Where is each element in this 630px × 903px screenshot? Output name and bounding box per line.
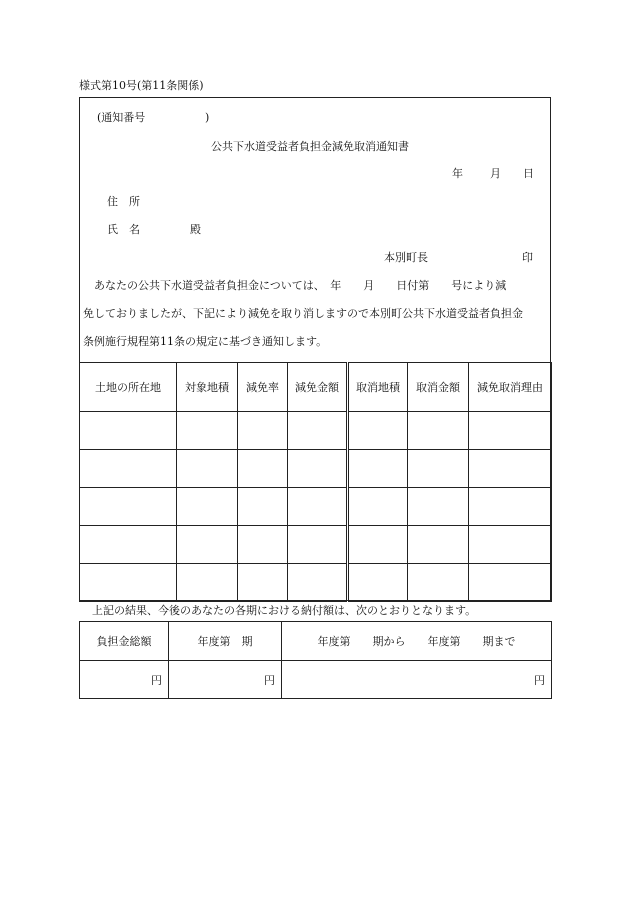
- payment-header-row: [80, 622, 552, 661]
- table-cell[interactable]: [288, 412, 348, 450]
- date-month: 月: [490, 167, 501, 180]
- period-range-label: 年度第 期から 年度第 期まで: [282, 622, 552, 661]
- table-cell[interactable]: [469, 488, 552, 526]
- total-yen-unit: 円: [80, 661, 169, 699]
- land-table-header-row: [80, 363, 552, 412]
- table-cell[interactable]: [177, 564, 238, 602]
- period-label: 年度第 期: [169, 622, 282, 661]
- payment-value-row: [80, 661, 552, 699]
- table-cell[interactable]: [288, 526, 348, 564]
- table-cell[interactable]: [348, 450, 408, 488]
- header-cancel-area: 取消地積: [348, 363, 408, 412]
- header-cancel-reason: 減免取消理由: [469, 363, 552, 412]
- table-cell[interactable]: [288, 450, 348, 488]
- date-day: 日: [523, 167, 534, 180]
- period-yen-unit: 円: [169, 661, 282, 699]
- header-reduction-rate: 減免率: [238, 363, 288, 412]
- table-cell[interactable]: [469, 526, 552, 564]
- header-land-location: 土地の所在地: [80, 363, 177, 412]
- table-cell[interactable]: [348, 526, 408, 564]
- table-cell[interactable]: [469, 450, 552, 488]
- table-cell[interactable]: [238, 526, 288, 564]
- seal-mark: 印: [522, 251, 533, 264]
- payment-table: [79, 621, 552, 699]
- total-burden-label: 負担金総額: [80, 622, 169, 661]
- table-cell[interactable]: [408, 488, 469, 526]
- table-cell[interactable]: [80, 488, 177, 526]
- table-cell[interactable]: [288, 488, 348, 526]
- body-line-2: 免しておりましたが、下記により減免を取り消しますので本別町公共下水道受益者負担金: [83, 307, 523, 320]
- table-cell[interactable]: [408, 450, 469, 488]
- table-cell[interactable]: [238, 564, 288, 602]
- table-cell[interactable]: [408, 564, 469, 602]
- body-line-1: あなたの公共下水道受益者負担金については、 年 月 日付第 号により減: [94, 279, 507, 292]
- table-cell[interactable]: [348, 412, 408, 450]
- table-cell[interactable]: [177, 412, 238, 450]
- table-cell[interactable]: [80, 564, 177, 602]
- table-row: [80, 488, 552, 526]
- table-cell[interactable]: [408, 526, 469, 564]
- issuer-name: 本別町長: [384, 251, 428, 264]
- notice-number-close: ): [205, 111, 210, 124]
- table-cell[interactable]: [408, 412, 469, 450]
- result-statement: 上記の結果、今後のあなたの各期における納付額は、次のとおりとなります。: [92, 604, 477, 617]
- header-target-area: 対象地積: [177, 363, 238, 412]
- table-cell[interactable]: [348, 488, 408, 526]
- table-cell[interactable]: [177, 526, 238, 564]
- table-cell[interactable]: [80, 412, 177, 450]
- table-cell[interactable]: [238, 412, 288, 450]
- table-cell[interactable]: [80, 526, 177, 564]
- table-cell[interactable]: [348, 564, 408, 602]
- land-table: [79, 362, 552, 602]
- table-cell[interactable]: [177, 450, 238, 488]
- table-cell[interactable]: [238, 488, 288, 526]
- table-row: [80, 450, 552, 488]
- table-cell[interactable]: [469, 564, 552, 602]
- table-cell[interactable]: [238, 450, 288, 488]
- table-row: [80, 526, 552, 564]
- header-reduction-amount: 減免金額: [288, 363, 348, 412]
- address-label: 住 所: [107, 195, 140, 208]
- table-row: [80, 412, 552, 450]
- table-row: [80, 564, 552, 602]
- table-cell[interactable]: [177, 488, 238, 526]
- document-title: 公共下水道受益者負担金減免取消通知書: [211, 140, 409, 153]
- table-cell[interactable]: [80, 450, 177, 488]
- header-cancel-amount: 取消金額: [408, 363, 469, 412]
- range-yen-unit: 円: [282, 661, 552, 699]
- name-label: 氏 名: [107, 223, 140, 236]
- honorific-dono: 殿: [190, 223, 201, 236]
- notice-number-open: (通知番号: [97, 111, 146, 124]
- body-line-3: 条例施行規程第11条の規定に基づき通知します。: [83, 335, 328, 348]
- table-cell[interactable]: [469, 412, 552, 450]
- date-year: 年: [452, 167, 463, 180]
- table-cell[interactable]: [288, 564, 348, 602]
- form-number-label: 様式第10号(第11条関係): [79, 79, 204, 92]
